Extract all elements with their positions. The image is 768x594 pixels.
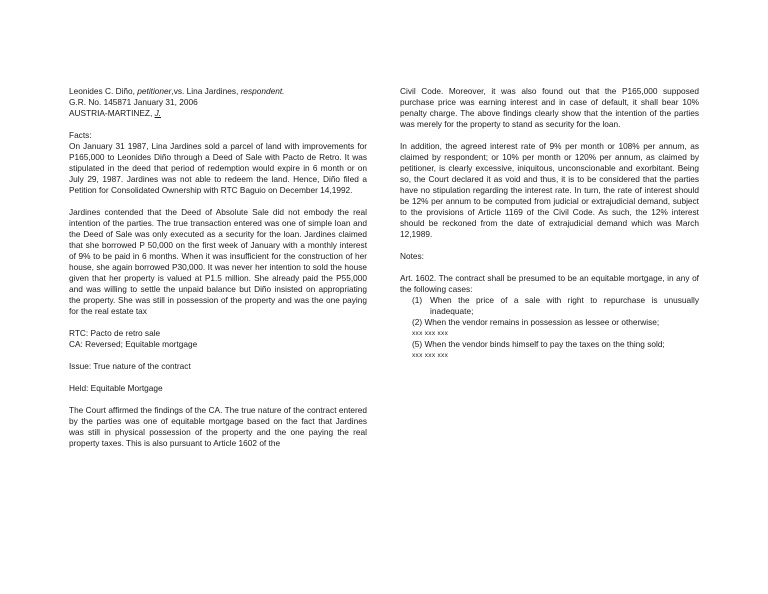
ellipsis-line: xxx xxx xxx — [412, 330, 449, 337]
decision-paragraph-1-continued: Civil Code. Moreover, it was also found out that the P165,000 supposed purchase price was earning interest and in case of default, it shall bear 10% penalty charge. The above findings clearly show that the intention of the parties was merely for the property to stand as security for the loan. — [400, 86, 699, 129]
rtc-ruling: RTC: Pacto de retro sale — [69, 328, 161, 338]
list-item: (5) When the vendor binds himself to pay the taxes on the thing sold; — [412, 339, 665, 349]
facts-paragraph-2: Jardines contended that the Deed of Absolute Sale did not embody the real intention of the parties. The true transaction entered was one of simple loan and the Deed of Sale was only executed as a security for the loan. Jardines claimed that she borrowed P 50,000 on the first week of January with a monthly interest of 9% to be paid in 6 months. When it was insufficient for the construction of her house, she again borrowed P30,000. It was never her intention to sold the house given that her property is valued at P1.5 million. She already paid the P55,000 and was willing to settle the unpaid balance but Diño insisted on appropriating the property. She was still in possession of the property and was the one paying for the real estate tax — [69, 207, 367, 316]
ponente-name: AUSTRIA-MARTINEZ, — [69, 108, 153, 118]
held: Held: Equitable Mortgage — [69, 383, 163, 393]
decision-paragraph-2: In addition, the agreed interest rate of 9% per month or 108% per annum, as claimed by respondent; or 10% per month or 120% per annum, as claimed by petitioner, is clearly excessive, iniquitous, unconscionable and exorbitant. Being so, the Court declared it as void and thus, it is to be considered that the parties have no stipulation regarding the interest rate. In turn, the rate of interest should be 12% per annum to be computed from judicial or extrajudicial demand, subject to the provisions of Article 1169 of the Civil Code. As such, the 12% interest should be reckoned from the date of extrajudicial demand which was March 12,1989. — [400, 141, 699, 239]
petitioner-role: petitioner — [137, 86, 172, 96]
list-item-text: When the price of a sale with right to repurchase is unusually inadequate; — [430, 295, 699, 316]
gr-number: G.R. No. 145871 January 31, 2006 — [69, 97, 198, 107]
facts-paragraph-1: On January 31 1987, Lina Jardines sold a parcel of land with improvements for P165,000 to Leonides Diño through a Deed of Sale with Pacto de Retro. It was stipulated in the deed that period of redemption would expire in 6 month or on July 29, 1987. Jardines was not able to redeem the land. Hence, Diño filed a Petition for Consolidated Ownership with RTC Baguio on December 14,1992. — [69, 141, 367, 195]
petitioner-name: Leonides C. Diño, — [69, 86, 135, 96]
right-column — [400, 86, 699, 361]
respondent-role: respondent. — [240, 86, 285, 96]
ponente — [69, 108, 367, 119]
ca-ruling: CA: Reversed; Equitable mortgage — [69, 339, 198, 349]
list-item: (2) When the vendor remains in possession as lessee or otherwise; — [412, 317, 660, 327]
list-item-number: (1) — [412, 295, 423, 305]
versus-respondent-name: ,vs. Lina Jardines, — [171, 86, 239, 96]
article-1602: Art. 1602. The contract shall be presumed to be an equitable mortgage, in any of the following cases: — [400, 273, 699, 294]
ellipsis-line: xxx xxx xxx — [412, 352, 449, 359]
ponente-suffix: J. — [154, 108, 162, 118]
issue: Issue: True nature of the contract — [69, 361, 191, 371]
facts-heading: Facts: — [69, 130, 92, 140]
notes-heading: Notes: — [400, 251, 424, 261]
case-title — [69, 86, 367, 97]
left-column — [69, 86, 367, 449]
decision-paragraph-1: The Court affirmed the findings of the CA. The true nature of the contract entered by the parties was one of equitable mortgage based on the fact that Jardines was still in physical possession of the property and the one paying the real property taxes. This is also pursuant to Article 1602 of the — [69, 405, 367, 448]
list-item — [400, 295, 699, 317]
